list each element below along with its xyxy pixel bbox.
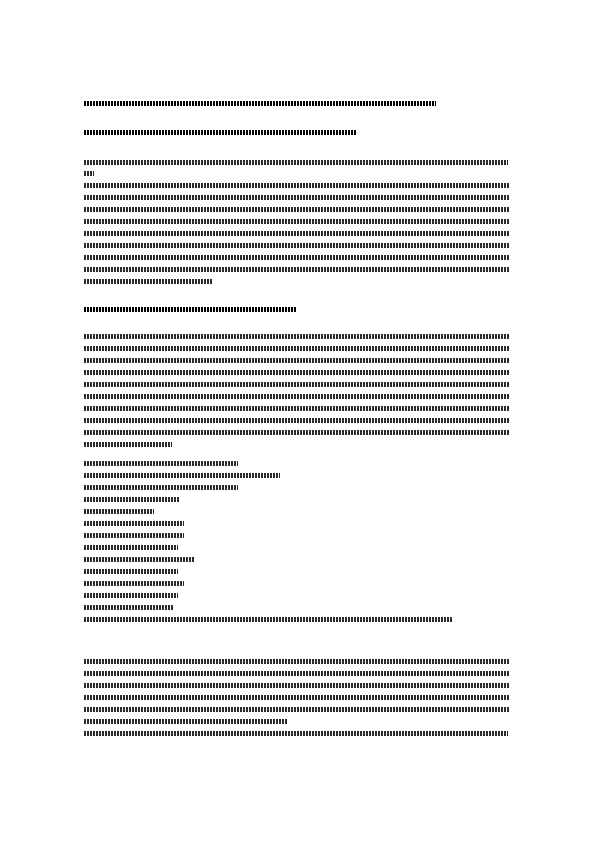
list-item (84, 593, 178, 598)
text-line (84, 183, 510, 188)
list-item (84, 557, 194, 562)
text-line (84, 731, 508, 736)
text-line (84, 695, 510, 700)
text-line (84, 195, 510, 200)
list-item (84, 545, 178, 550)
list-item (84, 569, 178, 574)
list-item (84, 521, 184, 526)
list-item (84, 497, 180, 502)
text-line (84, 683, 510, 688)
list-item (84, 461, 238, 466)
list-item (84, 509, 154, 514)
text-line (84, 207, 510, 212)
text-line (84, 406, 510, 411)
text-line (84, 334, 510, 339)
text-line (84, 307, 296, 312)
list-item (84, 617, 452, 622)
text-line (84, 370, 510, 375)
text-line (84, 659, 510, 664)
text-line (84, 130, 356, 135)
text-line (84, 219, 510, 224)
list-item (84, 485, 238, 490)
text-line (84, 430, 510, 435)
text-line (84, 267, 510, 272)
list-item (84, 473, 280, 478)
text-line (84, 671, 510, 676)
text-line (84, 346, 510, 351)
text-line (84, 358, 510, 363)
text-line (84, 160, 508, 165)
text-line (84, 719, 288, 724)
list-item (84, 581, 184, 586)
text-line (84, 442, 172, 447)
text-line (84, 231, 510, 236)
text-line (84, 707, 510, 712)
text-line (84, 382, 510, 387)
list-item (84, 533, 184, 538)
text-line (84, 418, 510, 423)
text-line (84, 394, 510, 399)
text-line (84, 255, 510, 260)
list-item (84, 605, 174, 610)
text-line (84, 279, 212, 284)
text-line (84, 171, 94, 176)
text-line (84, 101, 436, 106)
text-line (84, 243, 510, 248)
